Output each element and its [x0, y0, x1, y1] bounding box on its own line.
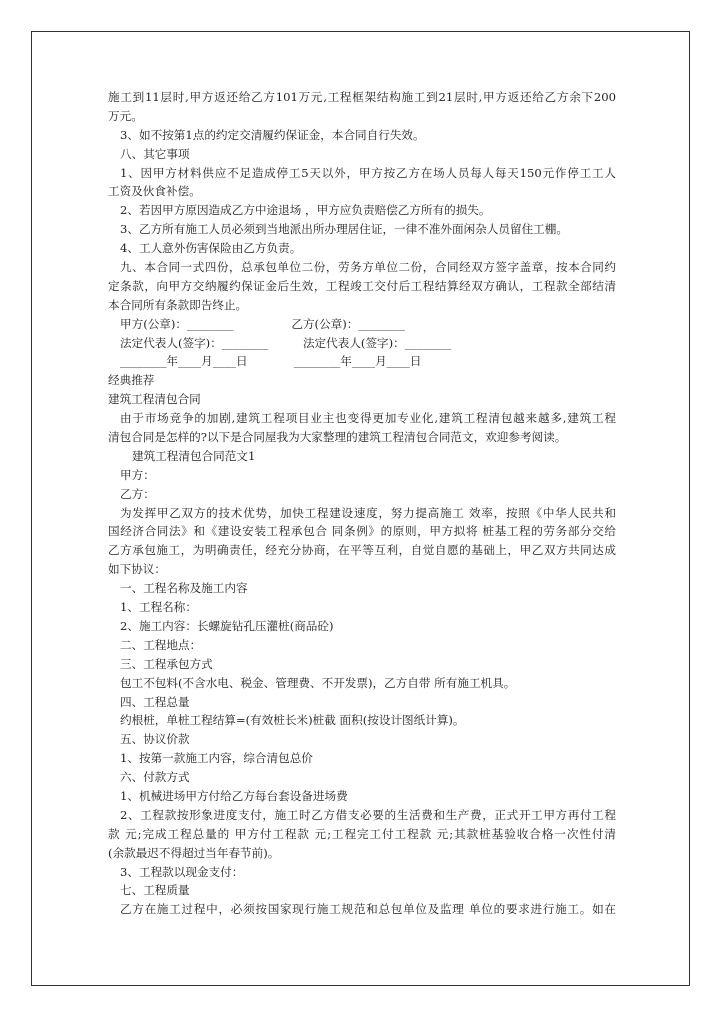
text-line: 包工不包料(不含水电、税金、管理费、不开发票)，乙方自带 所有施工机具。 [120, 675, 516, 690]
text-line: 1、因甲方材料供应不足造成停工5天以外，甲方按乙方在场人员每人每天150元作停工工人 [120, 165, 616, 180]
text-line: 甲方(公章)：________ 乙方(公章)：________ [120, 316, 405, 331]
text-line: 4、工人意外伤害保险由乙方负责。 [120, 241, 302, 256]
text-line: 1、工程名称： [120, 600, 197, 615]
text-line: 1、机械进场甲方付给乙方每台套设备进场费 [120, 788, 348, 803]
text-line: 三、工程承包方式 [120, 656, 213, 671]
text-line: 款 元;完成工程总量的 甲方付工程款 元;工程完工付工程款 元;其款桩基验收合格一次性付清 [108, 826, 616, 841]
text-line: ________年____月____日 ________年____月____日 [120, 354, 422, 369]
contract-body [108, 88, 616, 919]
text-line: 3、如不按第1点的约定交清履约保证金，本合同自行失效。 [120, 127, 425, 142]
text-line: 甲方： [120, 467, 155, 482]
text-line: 定条款，向甲方交纳履约保证金后生效，工程竣工交付后工程结算经双方确认，工程款全部结清 [108, 278, 616, 293]
text-line: 2、若因甲方原因造成乙方中途退场 ，甲方应负责赔偿乙方所有的损失。 [120, 203, 491, 218]
text-line: 2、工程款按形象进度支付，施工时乙方借支必要的生活费和生产费，正式开工甲方再付工程 [120, 807, 616, 822]
text-line: 约根桩，单桩工程结算=(有效桩长米)桩截 面积(按设计图纸计算)。 [120, 713, 465, 728]
text-line: 清包合同是怎样的?以下是合同屋我为大家整理的建筑工程清包合同范文，欢迎参考阅读。 [108, 430, 567, 445]
text-line: 五、协议价款 [120, 732, 190, 747]
text-line: 工资及伙食补偿。 [108, 184, 201, 199]
text-line: 建筑工程清包合同范文1 [132, 448, 256, 463]
text-line: 国经济合同法》和《建设安装工程承包合 同条例》的原则，甲方拟将 桩基工程的劳务部分交给 [108, 524, 616, 539]
text-line: 3、乙方所有施工人员必须到当地派出所办理居住证，一律不准外面闲杂人员留住工棚。 [120, 222, 568, 237]
text-line: 乙方： [120, 486, 155, 501]
text-line: (余款最迟不得超过当年春节前)。 [108, 845, 280, 860]
text-line: 建筑工程清包合同 [108, 392, 201, 407]
text-line: 八、其它事项 [120, 146, 190, 161]
text-line: 2、施工内容：长螺旋钻孔压灌桩(商品砼) [120, 618, 334, 633]
text-line: 经典推荐 [108, 373, 155, 388]
text-line: 如下协议： [108, 562, 166, 577]
text-line: 一、工程名称及施工内容 [120, 581, 248, 596]
text-line: 由于市场竞争的加剧,建筑工程项目业主也变得更加专业化,建筑工程清包越来越多,建筑工程 [120, 411, 616, 426]
text-line: 六、付款方式 [120, 770, 190, 785]
text-line: 乙方承包施工，为明确责任，经充分协商，在平等互利，自觉自愿的基础上，甲乙双方共同达成 [108, 543, 616, 558]
text-line: 3、工程款以现金支付： [120, 864, 244, 879]
text-line: 万元。 [108, 108, 143, 123]
text-line: 二、工程地点： [120, 637, 202, 652]
text-line: 乙方在施工过程中，必须按国家现行施工规范和总包单位及监理 单位的要求进行施工。如在 [120, 902, 616, 917]
text-line: 四、工程总量 [120, 694, 190, 709]
text-line: 本合同所有条款即告终止。 [108, 297, 248, 312]
text-line: 1、按第一款施工内容，综合清包总价 [120, 751, 313, 766]
text-line: 为发挥甲乙双方的技术优势，加快工程建设速度，努力提高施工 效率，按照《中华人民共和 [120, 505, 616, 520]
text-line: 法定代表人(签字)：________ 法定代表人(签字)：________ [120, 335, 452, 350]
text-line: 七、工程质量 [120, 883, 190, 898]
text-line: 施工到11层时,甲方返还给乙方101万元,工程框架结构施工到21层时,甲方返还给乙方余下200 [108, 90, 616, 104]
text-line: 九、本合同一式四份，总承包单位二份，劳务方单位二份，合同经双方签字盖章，按本合同约 [120, 260, 616, 275]
